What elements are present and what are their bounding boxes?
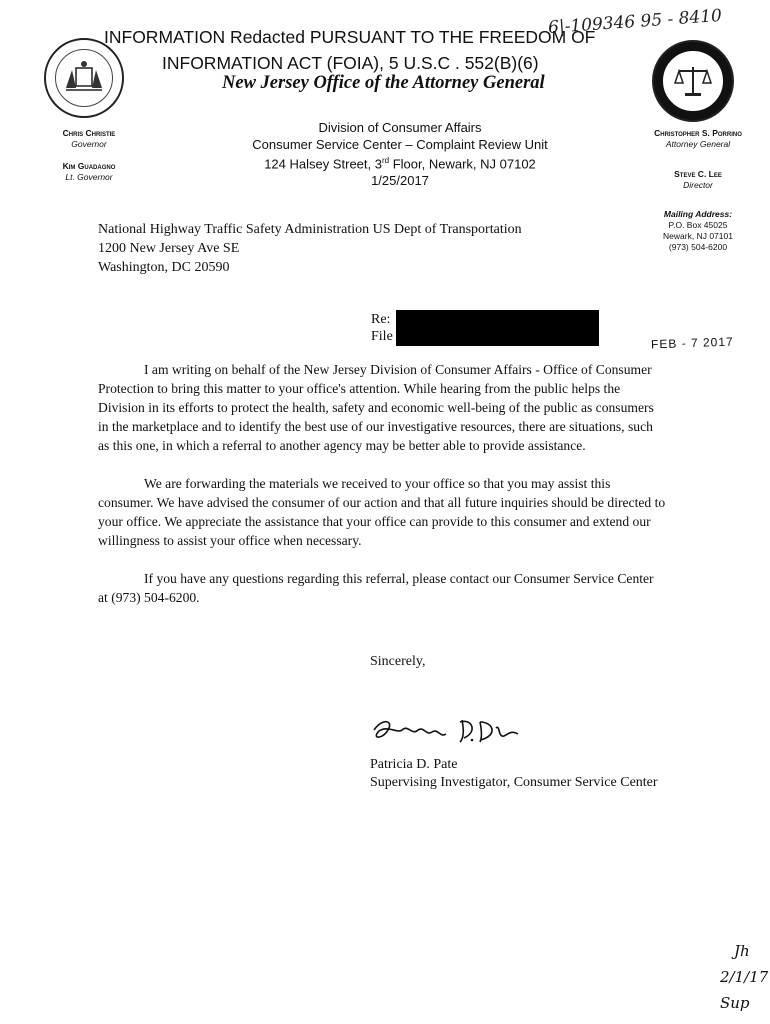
mailing-phone: (973) 504-6200 <box>668 242 728 252</box>
governor-title: Governor <box>71 139 107 149</box>
recipient-line2: 1200 New Jersey Ave SE <box>98 241 240 256</box>
mailing-po-box: P.O. Box 45025 <box>668 220 728 230</box>
body-paragraph-2: We are forwarding the materials we received to your office so that you may assist this consumer. We have advised the consumer of our action and that all future inquiries should be directed to your office. We appreciate the assistance that your office can provide to this consumer and extend our willingness to assist your office when necessary. <box>98 476 666 548</box>
file-label: File <box>371 329 393 344</box>
state-seal-icon <box>62 58 106 98</box>
redaction-box <box>396 310 599 346</box>
division-block <box>200 120 600 189</box>
body-paragraph-1: I am writing on behalf of the New Jersey Division of Consumer Affairs - Office of Consumer Protection to bring this matter to your office's attention. While hearing from the public helps the Division in its efforts to protect the health, safety and economic well-being of the public as consumers in the marketplace and to identify the best use of our investigative resources, there are situations, such as this one, in which a referral to another agency may be better able to provide assistance. <box>98 362 654 453</box>
director-title: Director <box>683 180 713 190</box>
handwritten-reference-number: 6|-109346 95 - 8410 <box>547 5 723 39</box>
left-officials <box>34 128 144 183</box>
unit-name: Consumer Service Center – Complaint Review Unit <box>252 136 548 152</box>
right-officials <box>628 128 768 253</box>
attorney-general-title: Attorney General <box>665 139 731 149</box>
margin-date: 2/1/17 <box>720 968 769 986</box>
received-date-stamp: FEB - 7 2017 <box>650 334 734 352</box>
director-name: Steve C. Lee <box>674 169 722 179</box>
recipient-address <box>98 220 522 277</box>
attorney-general-seal <box>652 40 734 122</box>
governor-name: Chris Christie <box>62 128 116 138</box>
signature <box>368 708 528 750</box>
division-name: Division of Consumer Affairs <box>318 120 482 135</box>
signer-title: Supervising Investigator, Consumer Service Center <box>370 775 658 790</box>
foia-notice-line2: INFORMATION ACT (FOIA), 5 U.S.C . 552(B)(6) <box>162 53 539 73</box>
mailing-city: Newark, NJ 07101 <box>663 231 733 241</box>
salutation: Sincerely, <box>370 654 426 669</box>
margin-initials: Jh <box>734 942 750 960</box>
handwritten-margin-note <box>712 938 768 1016</box>
recipient-line1: National Highway Traffic Safety Administration US Dept of Transportation <box>98 222 522 237</box>
margin-note-text: Sup <box>720 994 750 1012</box>
letter-body <box>98 360 666 607</box>
foia-notice-line1: INFORMATION Redacted PURSUANT TO THE FREEDOM OF <box>104 27 596 47</box>
re-label: Re: <box>371 312 391 327</box>
body-paragraph-3: If you have any questions regarding this referral, please contact our Consumer Service Center at (973) 504-6200. <box>98 571 654 605</box>
lt-governor-title: Lt. Governor <box>65 172 113 182</box>
lt-governor-name: Kim Guadagno <box>62 161 116 171</box>
recipient-line3: Washington, DC 20590 <box>98 260 230 275</box>
division-address: 124 Halsey Street, 3rd Floor, Newark, NJ 07102 <box>264 156 536 172</box>
signer-name: Patricia D. Pate <box>370 757 458 772</box>
office-title: New Jersey Office of the Attorney General <box>222 73 545 93</box>
state-seal-left <box>44 38 124 118</box>
scales-of-justice-icon <box>673 63 713 99</box>
mailing-address-label: Mailing Address: <box>663 209 733 219</box>
letter-date: 1/25/2017 <box>371 172 429 188</box>
attorney-general-name: Christopher S. Porrino <box>654 128 742 138</box>
